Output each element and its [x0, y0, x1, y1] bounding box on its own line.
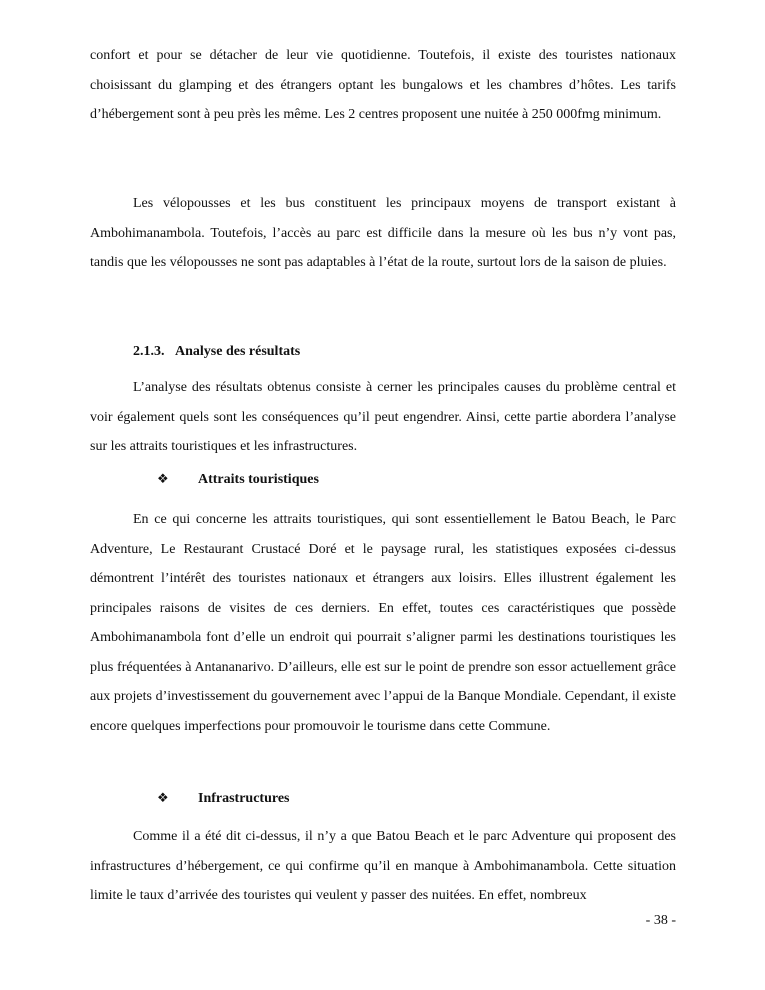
subheading-attraits	[157, 469, 319, 490]
diamond-bullet-icon: ❖	[157, 471, 169, 486]
page-number: - 38 -	[645, 913, 676, 928]
section-heading	[133, 342, 300, 362]
paragraph-analyse-intro: L’analyse des résultats obtenus consiste à cerner les principales causes du problème central et voir également quels sont les conséquences qu’il peut engendrer. Ainsi, cette partie abordera l’analyse sur les attraits touristiques et les infrastructures.	[90, 380, 676, 454]
subheading-infrastructures-label: Infrastructures	[198, 791, 290, 806]
paragraph-infrastructures: Comme il a été dit ci-dessus, il n’y a que Batou Beach et le parc Adventure qui proposent des infrastructures d’hébergement, ce qui confirme qu’il en manque à Ambohimanambola. Cette situation limite le taux d’arrivée des touristes qui veulent y passer des nuitées. En effet, nombreux	[90, 829, 676, 903]
section-title: Analyse des résultats	[175, 344, 301, 359]
section-number: 2.1.3.	[133, 344, 165, 359]
subheading-infrastructures	[157, 788, 290, 809]
paragraph-attraits: En ce qui concerne les attraits touristiques, qui sont essentiellement le Batou Beach, le Parc Adventure, Le Restaurant Crustacé Doré et le paysage rural, les statistiques exposées ci-dessus démontrent l’intérêt des touristes nationaux et étrangers aux loisirs. Elles illustrent également les principales raisons de visites de ces derniers. En effet, toutes ces caractéristiques que possède Ambohimanambola font d’elle un endroit qui pourrait s’aligner parmi les destinations touristiques les plus fréquentées à Antananarivo. D’ailleurs, elle est sur le point de prendre son essor actuellement grâce aux projets d’investissement du gouvernement avec l’appui de la Banque Mondiale. Cependant, il existe encore quelques imperfections pour promouvoir le tourisme dans cette Commune.	[90, 512, 676, 734]
paragraph-hebergement-tarifs: confort et pour se détacher de leur vie quotidienne. Toutefois, il existe des touristes nationaux choisissant du glamping et des étrangers optant les bungalows et les chambres d’hôtes. Les tarifs d’hébergement sont à peu près les même. Les 2 centres proposent une nuitée à 250 000fmg minimum.	[90, 48, 676, 122]
paragraph-transport: Les vélopousses et les bus constituent les principaux moyens de transport existant à Ambohimanambola. Toutefois, l’accès au parc est difficile dans la mesure où les bus n’y vont pas, tandis que les vélopousses ne sont pas adaptables à l’état de la route, surtout lors de la saison de pluies.	[90, 196, 676, 270]
subheading-attraits-label: Attraits touristiques	[198, 472, 319, 487]
diamond-bullet-icon: ❖	[157, 790, 169, 805]
